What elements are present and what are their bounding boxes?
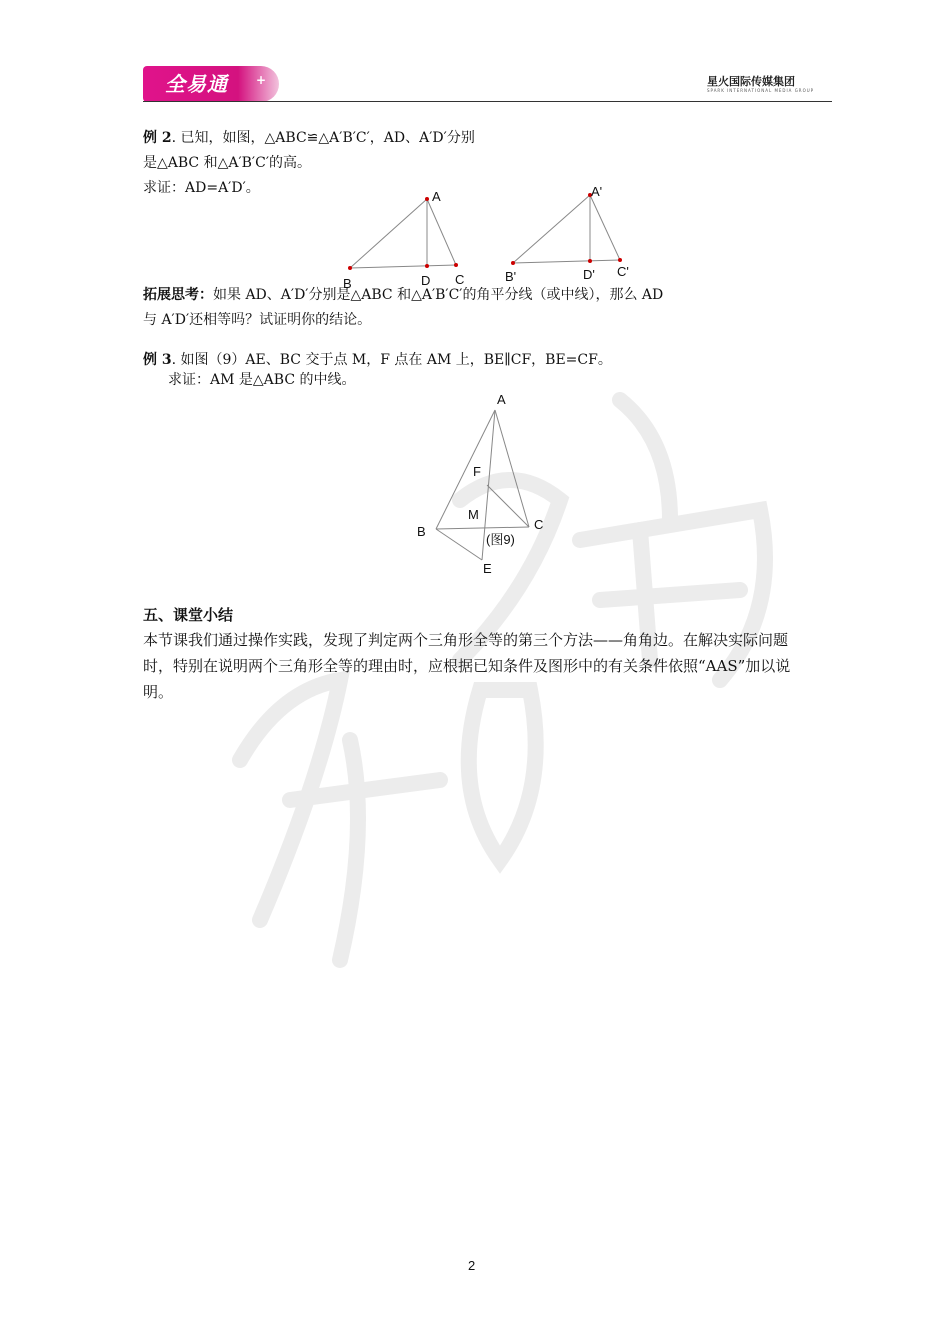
example2-line3: 求证：AD=A′D′。 xyxy=(143,180,260,196)
label-c: C xyxy=(455,272,465,287)
label-d: D xyxy=(421,273,431,288)
label-b-prime: B' xyxy=(505,269,517,284)
label-c: C xyxy=(534,517,544,532)
figure-caption: (图9) xyxy=(486,532,515,547)
label-a-prime: A' xyxy=(591,184,603,199)
label-m: M xyxy=(468,507,479,522)
point-a xyxy=(425,197,429,201)
publisher-name: 星火国际传媒集团 xyxy=(707,75,795,88)
extension-line1: 拓展思考：如果 AD、A′D′分别是△ABC 和△A′B′C′的角平分线（或中线），那么 AD xyxy=(143,287,664,303)
point-d-prime xyxy=(588,259,592,263)
label-a: A xyxy=(497,392,506,407)
example2-line2: 是△ABC 和△A′B′C′的高。 xyxy=(143,155,311,171)
brand-logo xyxy=(143,66,279,102)
example3-line2: 求证：AM 是△ABC 的中线。 xyxy=(168,372,356,388)
point-c-prime xyxy=(618,258,622,262)
extension-line2: 与 A′D′还相等吗？试证明你的结论。 xyxy=(143,312,372,328)
example2-label: 例 2 xyxy=(143,130,172,146)
label-b: B xyxy=(343,276,352,291)
label-e: E xyxy=(483,561,492,576)
logo-text: 全易通 xyxy=(165,72,228,96)
example3-label: 例 3 xyxy=(143,352,172,368)
example2-line1: 例 2. 已知，如图，△ABC≌△A′B′C′，AD、A′D′分别 xyxy=(143,130,475,146)
label-f: F xyxy=(473,464,481,479)
triangle-abc-figure xyxy=(330,185,480,295)
label-d-prime: D' xyxy=(583,267,595,282)
point-b-prime xyxy=(511,261,515,265)
example3-line1: 例 3. 如图（9）AE、BC 交于点 M，F 点在 AM 上，BE∥CF，BE=CF。 xyxy=(143,352,612,368)
triangle-abc-prime-figure xyxy=(500,180,645,290)
point-d xyxy=(425,264,429,268)
extension-label: 拓展思考： xyxy=(143,287,213,303)
point-b xyxy=(348,266,352,270)
summary-text: 本节课我们通过操作实践，发现了判定两个三角形全等的第三个方法——角角边。在解决实际问题时，特别在说明两个三角形全等的理由时，应根据已知条件及图形中的有关条件依照“AAS”加以说明。 xyxy=(143,631,791,701)
page-number: 2 xyxy=(468,1258,476,1273)
label-a: A xyxy=(432,189,441,204)
label-b: B xyxy=(417,524,426,539)
point-c xyxy=(454,263,458,267)
logo-spark-icon: + xyxy=(255,73,267,87)
publisher-name-en: SPARK INTERNATIONAL MEDIA GROUP xyxy=(707,88,815,93)
header-divider xyxy=(143,101,832,102)
figure-9 xyxy=(405,388,565,583)
summary-heading: 五、课堂小结 xyxy=(143,606,234,624)
label-c-prime: C' xyxy=(617,264,629,279)
